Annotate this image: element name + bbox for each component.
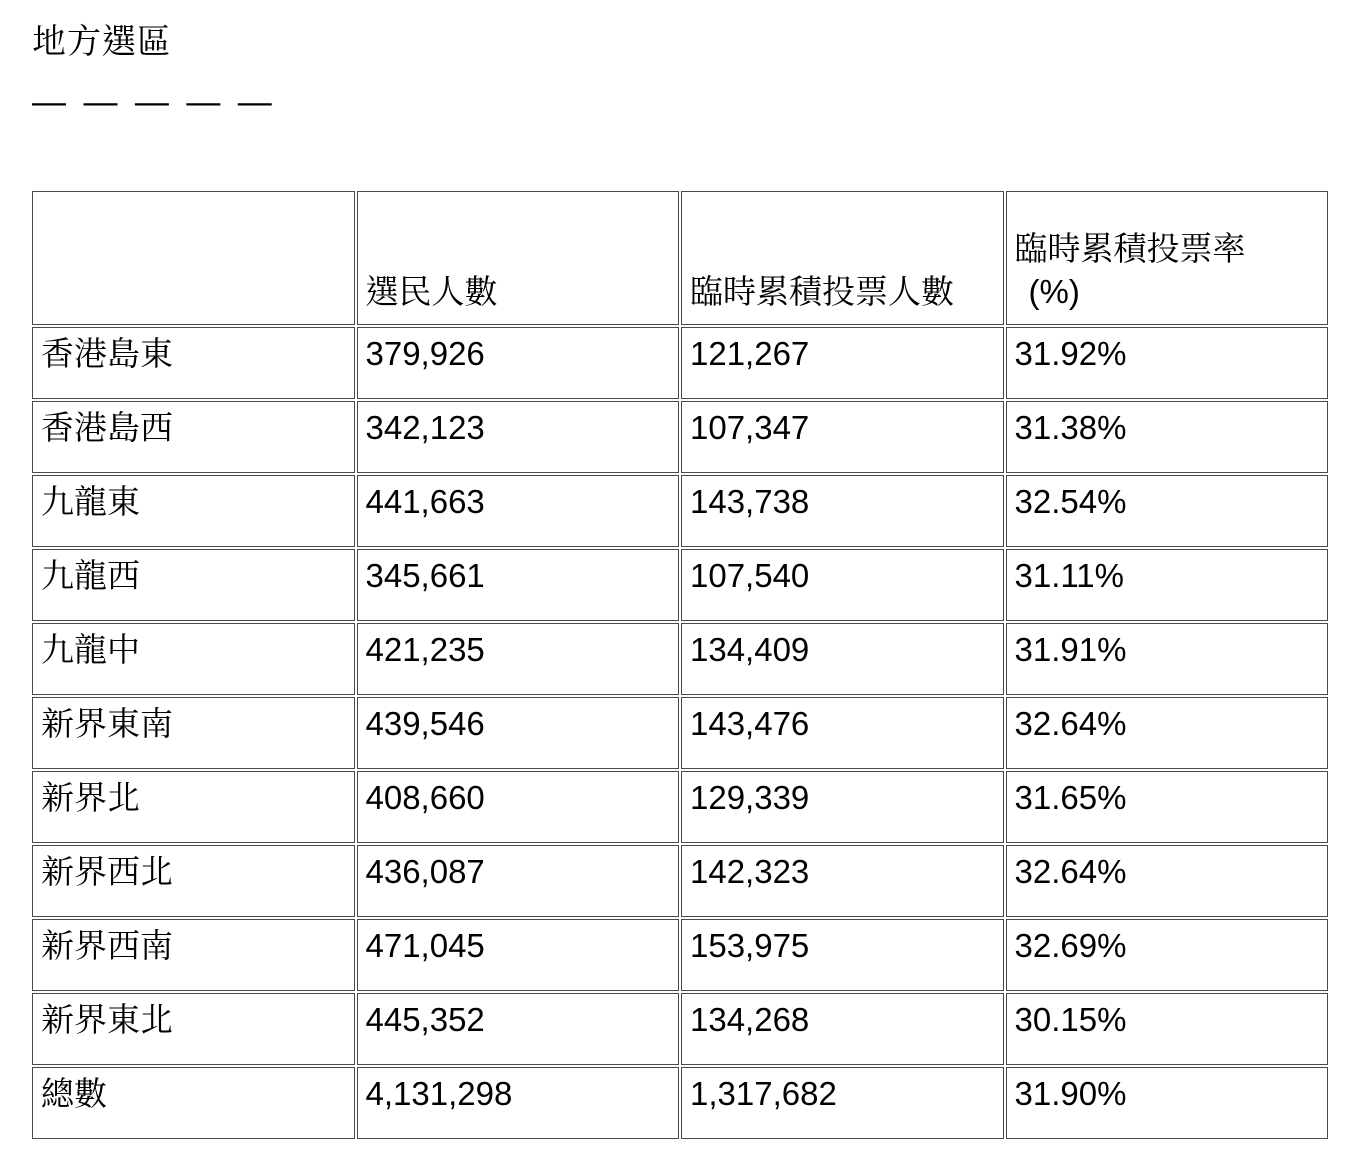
cell-turnout: 32.64%: [1006, 845, 1329, 917]
cell-electors: 421,235: [357, 623, 680, 695]
table-row: [32, 623, 1328, 695]
cell-electors: 471,045: [357, 919, 680, 991]
table-row: [32, 475, 1328, 547]
table-row: [32, 549, 1328, 621]
cell-electors: 4,131,298: [357, 1067, 680, 1139]
cell-votes: 121,267: [681, 327, 1004, 399]
table-row: [32, 993, 1328, 1065]
cell-votes: 1,317,682: [681, 1067, 1004, 1139]
page-title: 地方選區: [32, 23, 172, 61]
cell-turnout: 31.38%: [1006, 401, 1329, 473]
section-divider: — — — — —: [32, 82, 276, 121]
cell-votes: 142,323: [681, 845, 1004, 917]
column-header-votes: 臨時累積投票人數: [681, 191, 1004, 325]
cell-votes: 134,409: [681, 623, 1004, 695]
cell-turnout: 31.90%: [1006, 1067, 1329, 1139]
cell-district: 新界東北: [32, 993, 355, 1065]
column-header-turnout-line2: (%): [1028, 273, 1080, 311]
results-table-container: [30, 189, 1340, 1141]
cell-electors: 379,926: [357, 327, 680, 399]
cell-electors: 439,546: [357, 697, 680, 769]
cell-electors: 342,123: [357, 401, 680, 473]
table-row: [32, 771, 1328, 843]
cell-electors: 441,663: [357, 475, 680, 547]
cell-turnout: 31.11%: [1006, 549, 1329, 621]
cell-turnout: 31.92%: [1006, 327, 1329, 399]
column-header-electors: 選民人數: [357, 191, 680, 325]
cell-district: 新界東南: [32, 697, 355, 769]
table-row: [32, 919, 1328, 991]
cell-electors: 445,352: [357, 993, 680, 1065]
cell-electors: 408,660: [357, 771, 680, 843]
cell-turnout: 31.91%: [1006, 623, 1329, 695]
cell-votes: 129,339: [681, 771, 1004, 843]
cell-votes: 107,540: [681, 549, 1004, 621]
table-row: [32, 401, 1328, 473]
cell-votes: 143,738: [681, 475, 1004, 547]
table-body: [32, 327, 1328, 1139]
column-header-turnout-line1: 臨時累積投票率: [1014, 229, 1246, 267]
table-row: [32, 697, 1328, 769]
cell-district: 新界西北: [32, 845, 355, 917]
cell-district: 新界西南: [32, 919, 355, 991]
cell-district: 九龍西: [32, 549, 355, 621]
cell-district: 九龍中: [32, 623, 355, 695]
cell-votes: 153,975: [681, 919, 1004, 991]
cell-district: 香港島東: [32, 327, 355, 399]
cell-district: 九龍東: [32, 475, 355, 547]
cell-turnout: 32.69%: [1006, 919, 1329, 991]
table-row: [32, 845, 1328, 917]
cell-turnout: 32.64%: [1006, 697, 1329, 769]
turnout-table: [30, 189, 1330, 1141]
cell-turnout: 30.15%: [1006, 993, 1329, 1065]
cell-district: 新界北: [32, 771, 355, 843]
table-row-total: [32, 1067, 1328, 1139]
cell-turnout: 32.54%: [1006, 475, 1329, 547]
column-header-turnout: [1006, 191, 1329, 325]
cell-electors: 345,661: [357, 549, 680, 621]
table-header-row: [32, 191, 1328, 325]
cell-district: 總數: [32, 1067, 355, 1139]
cell-votes: 107,347: [681, 401, 1004, 473]
cell-district: 香港島西: [32, 401, 355, 473]
column-header-district: [32, 191, 355, 325]
table-row: [32, 327, 1328, 399]
table-header: [32, 191, 1328, 325]
cell-electors: 436,087: [357, 845, 680, 917]
cell-votes: 143,476: [681, 697, 1004, 769]
cell-votes: 134,268: [681, 993, 1004, 1065]
cell-turnout: 31.65%: [1006, 771, 1329, 843]
